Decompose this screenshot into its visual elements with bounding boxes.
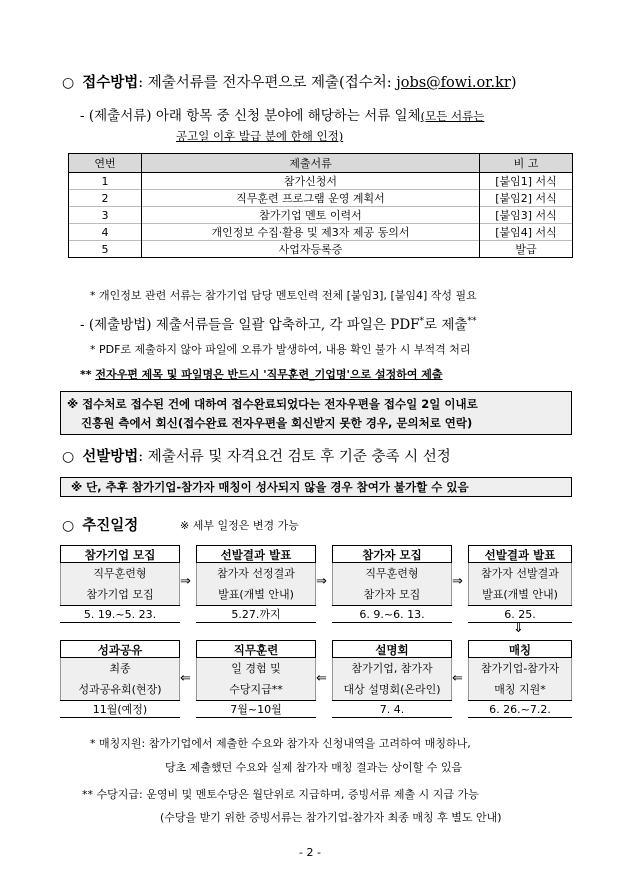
card-line-1: 일 경험 및 [231, 662, 281, 675]
table-row [69, 207, 573, 224]
card-line-1: 직무훈련형 [365, 567, 419, 580]
card-date: 7월~10월 [196, 700, 316, 718]
header-documents: 제출서류 [142, 154, 480, 173]
docs-dash: - [80, 108, 85, 124]
cell-document: 참가신청서 [142, 173, 480, 190]
card-line-1: 참가기업, 참가자 [351, 662, 433, 675]
card-line-2: 참가기업 모집 [86, 588, 154, 601]
cell-remark: [붙임1] 서식 [480, 173, 573, 190]
card-line-2: 참가자 모집 [363, 588, 421, 601]
note-privacy: * 개인정보 관련 서류는 참가기업 담당 멘토인력 전체 [붙임3], [붙임4] 작성 필요 [90, 289, 477, 302]
docs-line [80, 104, 484, 124]
card-title: 매칭 [468, 640, 572, 658]
arrow-right-icon: ⇒ [180, 574, 191, 589]
table-header-row [69, 154, 573, 173]
cell-number: 5 [69, 241, 142, 258]
receipt-line-1: ※ 접수처로 접수된 건에 대하여 접수완료되었다는 전자우편을 접수일 2일 이내로 [67, 397, 478, 411]
header-remarks: 비 고 [480, 154, 573, 173]
card-title: 직무훈련 [196, 640, 316, 658]
header-number: 연번 [69, 154, 142, 173]
docs-text: 아래 항목 중 신청 분야에 해당하는 서류 일체 [155, 108, 421, 124]
note-pdf: * PDF로 제출하지 않아 파일에 오류가 발생하여, 내용 확인 불가 시 부적격 처리 [90, 343, 471, 356]
method-text-2: 로 제출 [424, 317, 468, 333]
schedule-card-briefing [332, 640, 452, 718]
submission-email[interactable]: jobs@fowi.or.kr [396, 75, 511, 91]
card-line-2: 성과공유회(현장) [78, 683, 162, 696]
submission-close: ) [510, 75, 517, 91]
card-line-1: 참가기업-참가자 [480, 662, 560, 675]
cell-document: 참가기업 멘토 이력서 [142, 207, 480, 224]
card-date: 5.27.까지 [196, 605, 316, 623]
note-title-text: 전자우편 제목 및 파일명은 반드시 '직무훈련_기업명'으로 설정하여 제출 [95, 368, 443, 381]
submission-title: 접수방법 [82, 74, 139, 91]
card-date: 11월(예정) [60, 700, 180, 718]
card-title: 선발결과 발표 [196, 545, 316, 563]
docs-label: (제출서류) [88, 108, 152, 124]
card-line-1: 직무훈련형 [93, 567, 147, 580]
schedule-card-training [196, 640, 316, 718]
cell-remark: [붙임4] 서식 [480, 224, 573, 241]
cell-number: 4 [69, 224, 142, 241]
note-title [80, 366, 443, 382]
schedule-card-company-recruit [60, 545, 180, 623]
method-line [80, 313, 476, 333]
cell-remark: [붙임3] 서식 [480, 207, 573, 224]
submission-text: : 제출서류를 전자우편으로 제출(접수처: [138, 75, 397, 91]
schedule-heading [62, 514, 138, 535]
cell-remark: 발급 [480, 241, 573, 258]
card-line-1: 최종 [109, 662, 131, 675]
card-title: 참가자 모집 [332, 545, 452, 563]
schedule-card-matching [468, 640, 572, 718]
cell-number: 2 [69, 190, 142, 207]
note-matching-line-1: 참가기업에서 제출한 수요와 참가자 신청내역을 고려하여 매칭하나, [148, 737, 471, 750]
schedule-title: 추진일정 [82, 517, 139, 534]
table-row [69, 241, 573, 258]
card-line-1: 참가자 선정결과 [217, 567, 295, 580]
card-line-2: 발표(개별 안내) [218, 588, 294, 601]
submission-heading [62, 71, 517, 92]
note-matching-line-2: 당초 제출했던 수요와 실제 참가자 매칭 결과는 상이할 수 있음 [165, 761, 463, 774]
card-date: 7. 4. [332, 700, 452, 718]
schedule-card-participant-recruit [332, 545, 452, 623]
card-title: 설명회 [332, 640, 452, 658]
documents-table [68, 153, 573, 258]
cell-document: 개인정보 수집·활용 및 제3자 제공 동의서 [142, 224, 480, 241]
note-matching [90, 735, 471, 751]
receipt-notice-box [60, 391, 572, 435]
card-date: 6. 9.~6. 13. [332, 605, 452, 623]
schedule-card-result-2 [468, 545, 572, 623]
cell-number: 1 [69, 173, 142, 190]
selection-heading [62, 445, 451, 466]
note-allowance [82, 786, 479, 802]
cell-document: 직무훈련 프로그램 운영 계획서 [142, 190, 480, 207]
arrow-down-icon: ⇓ [513, 621, 524, 636]
card-line-1: 참가자 선발결과 [481, 567, 559, 580]
method-text: 제출서류들을 일괄 압축하고, 각 파일은 PDF [155, 317, 420, 333]
arrow-right-icon: ⇒ [316, 574, 327, 589]
method-label: (제출방법) [88, 317, 152, 333]
card-title: 선발결과 발표 [468, 545, 572, 563]
note-allowance-line-2: (수당을 받기 위한 증빙서류는 참가기업-참가자 최종 매칭 후 별도 안내) [160, 811, 502, 824]
card-title: 참가기업 모집 [60, 545, 180, 563]
card-title: 성과공유 [60, 640, 180, 658]
method-sup-2: ** [467, 316, 477, 327]
cell-remark: [붙임2] 서식 [480, 190, 573, 207]
card-date: 6. 25. [468, 605, 572, 623]
receipt-line-2: 진흥원 측에서 회신(접수완료 전자우편을 회신받지 못한 경우, 문의처로 연락) [81, 416, 473, 430]
note-allowance-label: ** 수당지급: [82, 788, 143, 801]
schedule-card-result-1 [196, 545, 316, 623]
method-dash: - [80, 317, 85, 333]
schedule-note: ※ 세부 일정은 변경 가능 [180, 519, 299, 532]
card-date: 5. 19.~5. 23. [60, 605, 180, 623]
selection-text: : 제출서류 및 자격요건 검토 후 기준 충족 시 선정 [138, 449, 451, 465]
card-line-2: 매칭 지원* [494, 683, 546, 696]
matching-notice-box: ※ 단, 추후 참가기업-참가자 매칭이 성사되지 않을 경우 참여가 불가할 수 있음 [60, 477, 572, 497]
bullet-circle: ○ [62, 75, 75, 91]
note-allowance-line-1: 운영비 및 멘토수당은 월단위로 지급하며, 증빙서류 제출 시 지급 가능 [146, 788, 479, 801]
selection-title: 선발방법 [82, 448, 139, 465]
method-sup-1: * [419, 316, 425, 327]
schedule-card-performance [60, 640, 180, 718]
card-line-2: 수당지급** [229, 683, 283, 696]
table-row [69, 173, 573, 190]
table-row [69, 224, 573, 241]
cell-document: 사업자등록증 [142, 241, 480, 258]
card-date: 6. 26.~7.2. [468, 700, 572, 718]
card-line-2: 발표(개별 안내) [482, 588, 558, 601]
bullet-circle: ○ [62, 518, 75, 534]
note-matching-label: * 매칭지원: [90, 737, 146, 750]
note-title-prefix: ** [80, 368, 96, 381]
table-row [69, 190, 573, 207]
card-line-2: 대상 설명회(온라인) [343, 683, 441, 696]
arrow-left-icon: ⇐ [452, 671, 463, 686]
arrow-left-icon: ⇐ [180, 671, 191, 686]
arrow-right-icon: ⇒ [452, 574, 463, 589]
cell-number: 3 [69, 207, 142, 224]
docs-paren-1: (모든 서류는 [420, 109, 485, 123]
bullet-circle: ○ [62, 449, 75, 465]
arrow-left-icon: ⇐ [316, 671, 327, 686]
docs-paren-2: 공고일 이후 발급 분에 한해 인정) [176, 129, 344, 143]
page-number: - 2 - [299, 846, 321, 859]
